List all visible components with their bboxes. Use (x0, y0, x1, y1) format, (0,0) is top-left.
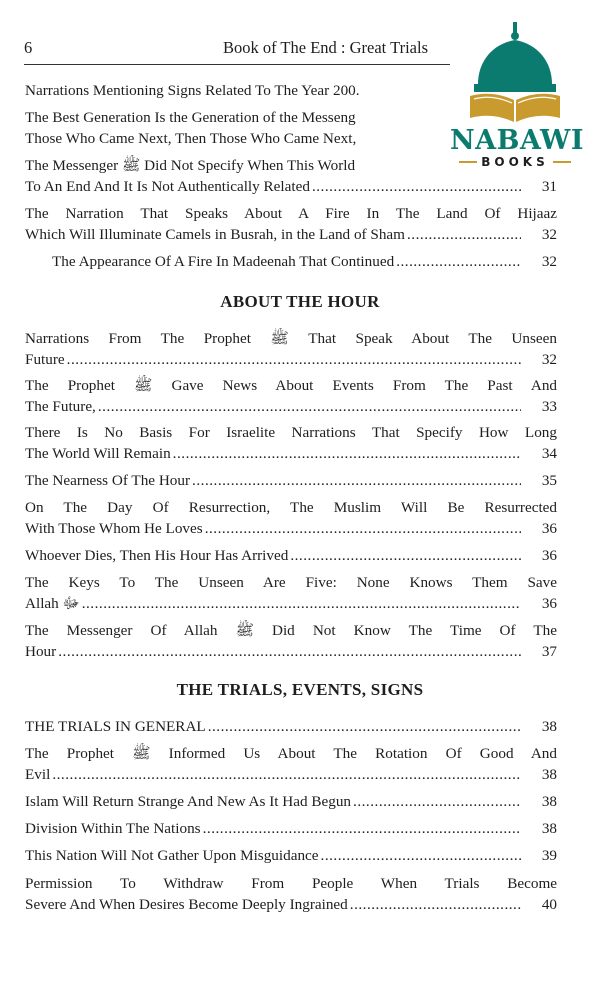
toc-entry-text: The Best Generation Is the Generation of the Messeng (25, 109, 356, 126)
leader-dots (290, 545, 521, 566)
leader-dots (98, 396, 521, 417)
leader-dots (208, 716, 521, 737)
toc-page-number: 38 (541, 718, 557, 735)
toc-page-number: 32 (541, 226, 557, 243)
toc-entry (25, 818, 557, 839)
toc-entry (25, 422, 557, 464)
toc-entry-text-2: Which Will Illuminate Camels in Busrah, in the Land of Sham (25, 226, 405, 243)
toc-entry (25, 470, 557, 491)
toc-entry (25, 572, 557, 614)
toc-entry-text: THE TRIALS IN GENERAL (25, 718, 206, 735)
toc-entry-text: The Prophet ﷺ Gave News About Events From The Past And (25, 377, 557, 394)
running-title: Book of The End : Great Trials (222, 38, 428, 57)
toc-page-number: 32 (541, 253, 557, 270)
toc-entry (25, 873, 557, 915)
toc-entry-text-2: Allah ﷻ (25, 595, 80, 612)
toc-entry (25, 791, 557, 812)
toc-entry (25, 545, 557, 566)
toc-page-number: 38 (541, 793, 557, 810)
toc-entry-text: The Nearness Of The Hour (25, 472, 191, 489)
leader-dots (396, 251, 521, 272)
toc-entry-text-2: Hour (25, 643, 57, 660)
leader-dots (82, 593, 521, 614)
leader-dots (203, 818, 521, 839)
leader-dots (58, 641, 521, 662)
toc-entry-text-2: The Future, (25, 398, 96, 415)
nabawi-books-logo (450, 22, 585, 172)
leader-dots (205, 518, 521, 539)
leader-dots (407, 224, 521, 245)
toc-entry-text: Whoever Dies, Then His Hour Has Arrived (25, 547, 289, 564)
toc-entry (25, 203, 557, 245)
toc-entry (52, 251, 557, 272)
toc-page-number: 38 (541, 820, 557, 837)
toc-entry-text-2: To An End And It Is Not Authentically Related (25, 178, 310, 195)
toc-page-number: 37 (541, 643, 557, 660)
leader-dots (353, 791, 521, 812)
toc-page-number: 38 (541, 766, 557, 783)
toc-page-number: 34 (541, 445, 557, 462)
toc-page-number: 40 (541, 896, 557, 913)
leader-dots (350, 894, 521, 915)
toc-entry-text: Narrations Mentioning Signs Related To The Year 200. (25, 82, 360, 99)
toc-entry-text: The Messenger Of Allah ﷺ Did Not Know The Time Of The (25, 622, 557, 639)
toc-entry (25, 716, 557, 737)
leader-dots (192, 470, 521, 491)
logo-brand: NABAWI (450, 125, 585, 156)
toc-entry-text-2: With Those Whom He Loves (25, 520, 203, 537)
toc-entry (25, 375, 557, 417)
toc-entry-text: On The Day Of Resurrection, The Muslim Will Be Resurrected (25, 499, 557, 516)
toc-entry (25, 497, 557, 539)
toc-entry-text-2: Future (25, 351, 65, 368)
toc-entry-text: The Appearance Of A Fire In Madeenah That Continued (52, 253, 395, 270)
toc-entry-text: Narrations From The Prophet ﷺ That Speak About The Unseen (25, 330, 557, 347)
dome-book-icon (462, 22, 568, 126)
section-heading: ABOUT THE HOUR (220, 292, 380, 311)
toc-page-number: 32 (541, 351, 557, 368)
toc-entry-text-2: The World Will Remain (25, 445, 171, 462)
toc-entry-text-2: Severe And When Desires Become Deeply Ingrained (25, 896, 348, 913)
toc-page-number: 36 (541, 520, 557, 537)
toc-page-number: 36 (541, 547, 557, 564)
toc-entry-text: Islam Will Return Strange And New As It Had Begun (25, 793, 352, 810)
toc-entry-text: The Messenger ﷺ Did Not Specify When This World (25, 157, 356, 174)
toc-entry-text-2: Evil (25, 766, 51, 783)
toc-page-number: 33 (541, 398, 557, 415)
leader-dots (52, 764, 521, 785)
leader-dots (321, 845, 521, 866)
toc-entry-text: There Is No Basis For Israelite Narrations That Specify How Long (25, 424, 557, 441)
toc-entry (25, 328, 557, 370)
toc-entry-text: Division Within The Nations (25, 820, 201, 837)
leader-dots (312, 176, 521, 197)
toc-entry-text-2: Those Who Came Next, Then Those Who Came Next, (25, 130, 357, 147)
logo-bar-right (553, 161, 571, 163)
toc-entry (25, 620, 557, 662)
toc-page-number: 35 (541, 472, 557, 489)
logo-sub: BOOKS (481, 155, 549, 169)
toc-entry (25, 743, 557, 785)
toc-page-number: 31 (541, 178, 557, 195)
toc-page-number: 39 (541, 847, 557, 864)
leader-dots (67, 349, 521, 370)
logo-bar-left (459, 161, 477, 163)
toc-entry-text: This Nation Will Not Gather Upon Misguidance (25, 847, 319, 864)
toc-entry (25, 845, 557, 866)
toc-page-number: 36 (541, 595, 557, 612)
leader-dots (173, 443, 521, 464)
toc-entry-text: The Keys To The Unseen Are Five: None Knows Them Save (25, 574, 557, 591)
toc-entry-text: The Prophet ﷺ Informed Us About The Rotation Of Good And (25, 745, 557, 762)
section-heading: THE TRIALS, EVENTS, SIGNS (176, 680, 424, 699)
toc-entry-text: The Narration That Speaks About A Fire In The Land Of Hijaaz (25, 205, 557, 222)
toc-entry-text: Permission To Withdraw From People When Trials Become (25, 875, 557, 892)
page-number: 6 (24, 38, 33, 57)
